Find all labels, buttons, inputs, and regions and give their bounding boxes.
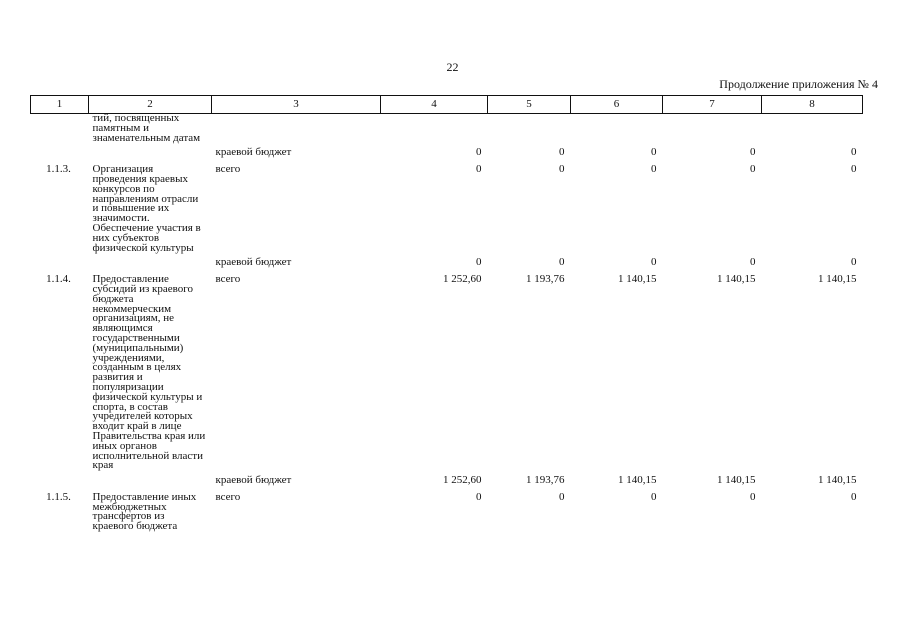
row-code: 1.1.3.	[46, 163, 71, 176]
column-header: 4	[381, 96, 488, 114]
row-code	[31, 253, 89, 272]
row-value-col7	[663, 114, 762, 144]
row-value-col6: 0	[651, 146, 657, 159]
row-funding-source: краевой бюджет	[215, 256, 292, 269]
row-code	[31, 114, 89, 144]
row-code	[31, 143, 89, 162]
column-header: 7	[663, 96, 762, 114]
row-value-col4	[381, 114, 488, 144]
row-value-col4: 0	[476, 256, 482, 269]
table-row	[31, 114, 863, 144]
row-value-col6	[571, 114, 663, 144]
row-value-col6: 1 140,15	[618, 474, 657, 487]
row-name: Организация проведения краевых конкурсов по направлениям отрасли и повышение их значимости. Обеспечение участия в них субъектов физической культуры	[92, 163, 201, 254]
row-value-col8	[762, 114, 863, 144]
row-value-col6: 0	[651, 163, 657, 176]
row-value-col5: 0	[559, 146, 565, 159]
budget-table	[30, 95, 863, 532]
row-value-col6: 0	[651, 490, 657, 503]
row-value-col6: 0	[651, 256, 657, 269]
row-value-col7: 0	[750, 256, 756, 269]
table-row	[31, 162, 863, 253]
row-name: Предоставление субсидий из краевого бюджета некоммерческим организациям, не являющимся государственными (муниципальными) учреждениями, созданным в целях развития и популяризации физической культуры и спорта, в состав учредителей которых входит край в лице Правительства края или иных органов исполнительной власти края	[92, 273, 206, 472]
row-value-col8: 0	[851, 146, 857, 159]
continuation-label: Продолжение приложения № 4	[719, 77, 878, 91]
row-value-col5: 0	[559, 163, 565, 176]
row-value-col8: 0	[851, 256, 857, 269]
row-value-col8: 1 140,15	[818, 273, 857, 286]
row-funding-source: всего	[215, 273, 241, 286]
table-row	[31, 253, 863, 272]
table-row	[31, 272, 863, 471]
row-value-col4: 1 252,60	[443, 273, 482, 286]
row-value-col7: 0	[750, 146, 756, 159]
table-row	[31, 471, 863, 490]
table-header-row	[31, 96, 863, 114]
row-value-col5: 1 193,76	[526, 474, 565, 487]
row-code: 1.1.4.	[46, 273, 71, 286]
row-value-col5	[488, 114, 571, 144]
row-name	[89, 253, 212, 272]
column-header: 6	[571, 96, 663, 114]
row-value-col8: 0	[851, 163, 857, 176]
row-funding-source: краевой бюджет	[215, 146, 292, 159]
row-value-col8: 0	[851, 490, 857, 503]
row-value-col7: 0	[750, 490, 756, 503]
column-header: 8	[762, 96, 863, 114]
page-number: 22	[446, 60, 459, 74]
row-name	[89, 143, 212, 162]
row-value-col7: 1 140,15	[717, 273, 756, 286]
row-funding-source: всего	[215, 163, 241, 176]
row-value-col7: 0	[750, 163, 756, 176]
row-name	[89, 471, 212, 490]
row-value-col8: 1 140,15	[818, 474, 857, 487]
column-header: 3	[212, 96, 381, 114]
row-name: тий, посвященных памятным и знаменательным датам	[92, 112, 201, 144]
row-value-col4: 0	[476, 490, 482, 503]
table-body	[31, 114, 863, 533]
row-code	[31, 471, 89, 490]
row-funding-source: всего	[215, 490, 241, 503]
row-code: 1.1.5.	[46, 490, 71, 503]
row-funding-source	[212, 114, 381, 144]
row-value-col4: 0	[476, 163, 482, 176]
table-row	[31, 490, 863, 532]
row-value-col6: 1 140,15	[618, 273, 657, 286]
row-value-col7: 1 140,15	[717, 474, 756, 487]
column-header: 2	[89, 96, 212, 114]
row-value-col5: 1 193,76	[526, 273, 565, 286]
table-row	[31, 143, 863, 162]
row-value-col4: 0	[476, 146, 482, 159]
row-value-col4: 1 252,60	[443, 474, 482, 487]
row-value-col5: 0	[559, 256, 565, 269]
row-name: Предоставление иных межбюджетных трансфертов из краевого бюджета	[92, 490, 197, 533]
row-value-col5: 0	[559, 490, 565, 503]
column-header: 1	[31, 96, 89, 114]
row-funding-source: краевой бюджет	[215, 474, 292, 487]
column-header: 5	[488, 96, 571, 114]
